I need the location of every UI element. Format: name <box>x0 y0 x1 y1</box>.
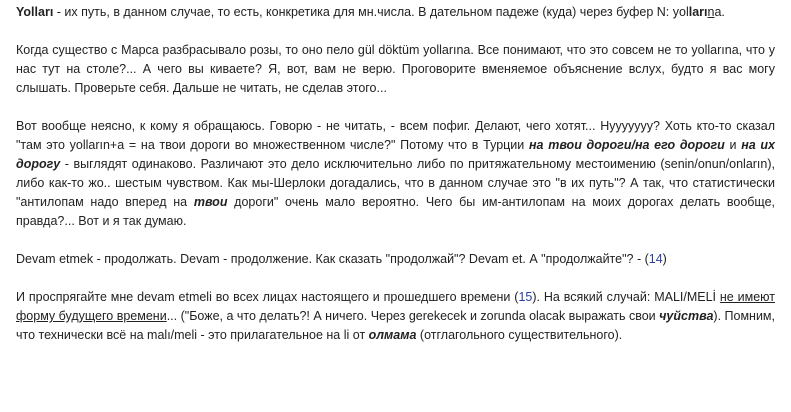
paragraph-mars: Когда существо с Марса разбрасывало розы, то оно пело gül döktüm yollarına. Все понимают, что это совсем не то yollarına, что у нас тут на столе?... А чего вы киваете? Я, вот, вам не верю. Проговорите вменяемое объяснение вслух, будто я вас могу слышать. Проверьте себя. Дальше не читать, не сделав этого... <box>16 43 775 95</box>
paragraph-text: ). Помним, что технически всё на malı/meli - это прилагательное на li от <box>16 309 775 342</box>
paragraph-text: - выглядят одинаково. Различают это дело исключительно либо по притяжательному местоимению (senin/onun/onların), либо как-то жо.. шестым чувством. Как мы-Шерлоки догадались, что в данном случае это "в их путь"? А так, что статистически "антилопам надо вперед на <box>16 157 775 209</box>
paragraph-conjugate <box>16 288 775 345</box>
buffer-n: n <box>707 5 715 19</box>
paragraph-text: ). На всякий случай: MALI/MELİ <box>532 290 720 304</box>
emphasis-feelings: чуйства <box>659 309 714 323</box>
dative-ending: a. <box>714 5 725 19</box>
paragraph-text: И проспрягайте мне devam etmeli во всех лицах настоящего и прошедшего времени ( <box>16 290 519 304</box>
paragraph-text: дороги" очень мало вероятно. Чего бы им-антилопам на моих дорогах делать вообще, правда?... Вот и я так думаю. <box>16 195 775 228</box>
word-yol: Yol <box>16 5 35 19</box>
paragraph-yollari <box>16 3 775 22</box>
underlined-no-future: не имеют форму будущего времени <box>16 290 775 323</box>
paragraph-text: Devam etmek - продолжать. Devam - продолжение. Как сказать "продолжай"? Devam et. А "продолжайте"? - ( <box>16 252 649 266</box>
paragraph-text: - их путь, в данном случае, то есть, конкретика для мн.числа. В дательном падеже (куда) через буфер N: <box>53 5 673 19</box>
emphasis-your-roads: на твои дороги/на его дороги <box>528 138 725 152</box>
footnote-link-15[interactable]: 15 <box>518 290 533 304</box>
paragraph-text: (отглагольного существительного). <box>416 328 623 342</box>
emphasis-olmama: олмама <box>368 328 417 342</box>
suffix-lari: ları <box>34 5 54 19</box>
footnote-link-14[interactable]: 14 <box>648 252 663 266</box>
paragraph-text: ... ("Боже, а что делать?! А ничего. Через gerekecek и zorunda olacak выражать свои <box>166 309 660 323</box>
word-yol-dative: yol <box>672 5 689 19</box>
paragraph-devam <box>16 250 775 269</box>
suffix-lari-dative: ları <box>688 5 708 19</box>
paragraph-text: и <box>724 138 742 152</box>
paragraph-explanation <box>16 117 775 231</box>
emphasis-yours: твои <box>193 195 228 209</box>
paragraph-text: Вот вообще неясно, к кому я обращаюсь. Говорю - не читать, - всем пофиг. Делают, чего хотят... Нууууууу? Хоть кто-то сказал "там это yolların+a = на твои дороги во множественном числе?" Потому что в Турции <box>16 119 775 152</box>
emphasis-their-road: на их дорогу <box>16 138 776 171</box>
paragraph-text: ) <box>662 252 667 266</box>
